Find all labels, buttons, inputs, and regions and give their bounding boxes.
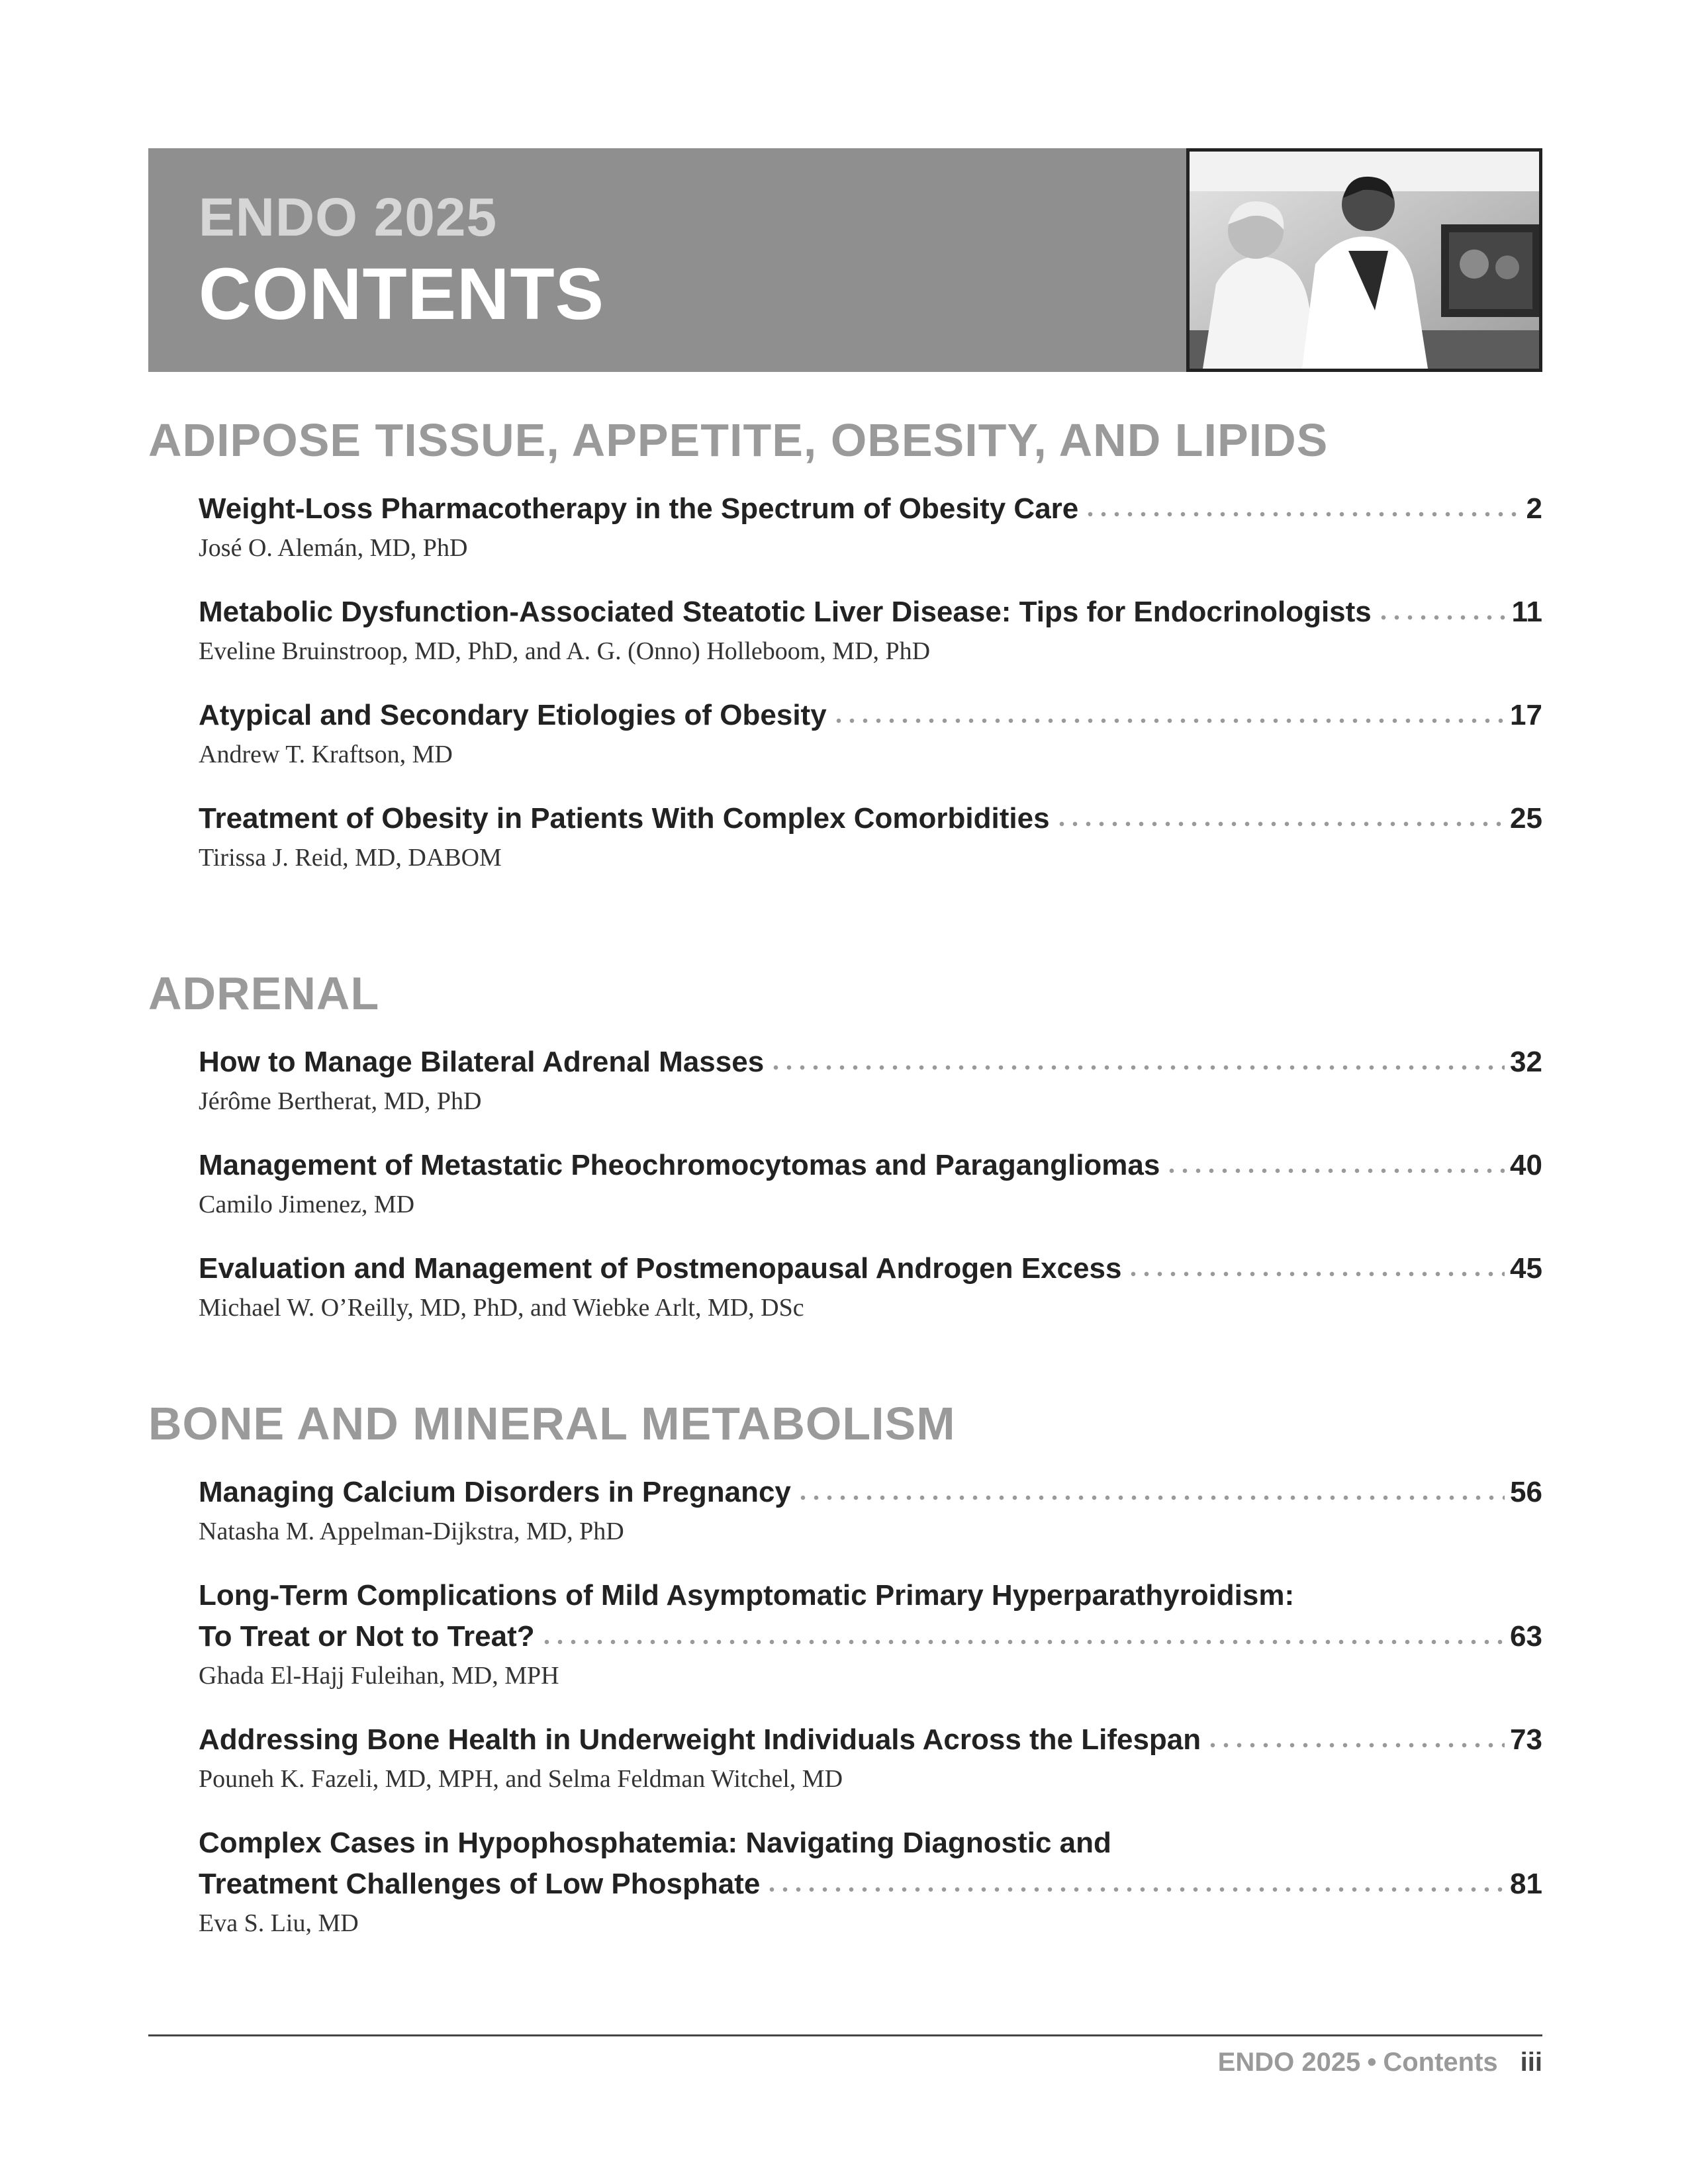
entry-title[interactable]: Evaluation and Management of Postmenopausal Androgen Excess (199, 1252, 1122, 1285)
entry-title[interactable]: Weight-Loss Pharmacotherapy in the Spectrum of Obesity Care (199, 492, 1079, 525)
entry-title-line1[interactable]: Long-Term Complications of Mild Asymptomatic Primary Hyperparathyroidism: (199, 1579, 1295, 1612)
header-label: ENDO 2025 (199, 187, 498, 248)
entry-title[interactable]: To Treat or Not to Treat? (199, 1620, 535, 1653)
toc-entry[interactable] (199, 592, 1542, 670)
entry-title[interactable]: Treatment of Obesity in Patients With Complex Comorbidities (199, 802, 1050, 835)
entry-title[interactable]: How to Manage Bilateral Adrenal Masses (199, 1046, 765, 1078)
toc-entry[interactable] (199, 798, 1542, 876)
entry-page-number[interactable]: 17 (1510, 699, 1542, 731)
entry-page-number[interactable]: 81 (1510, 1868, 1542, 1900)
header-photo (1186, 148, 1542, 372)
leader-dots (765, 1887, 1505, 1892)
entry-page-number[interactable]: 56 (1510, 1476, 1542, 1508)
toc-entry[interactable] (199, 1823, 1542, 1942)
toc-entry[interactable] (199, 1575, 1542, 1694)
entry-title[interactable]: Management of Metastatic Pheochromocytomas and Paragangliomas (199, 1149, 1160, 1181)
doctors-at-monitor-image (1190, 152, 1539, 369)
leader-dots (1206, 1743, 1505, 1748)
entry-page-number[interactable]: 32 (1510, 1046, 1542, 1078)
entry-author: Michael W. O’Reilly, MD, PhD, and Wiebke Arlt, MD, DSc (199, 1294, 804, 1322)
entry-title[interactable]: Treatment Challenges of Low Phosphate (199, 1868, 761, 1900)
entry-title-line1[interactable]: Complex Cases in Hypophosphatemia: Navigating Diagnostic and (199, 1827, 1111, 1859)
entry-author: Andrew T. Kraftson, MD (199, 741, 453, 768)
leader-dots (1084, 512, 1521, 517)
toc-entry[interactable] (199, 1042, 1542, 1120)
entry-page-number[interactable]: 2 (1526, 492, 1542, 525)
toc-entry[interactable] (199, 1472, 1542, 1550)
leader-dots (1377, 615, 1507, 620)
entry-title[interactable]: Atypical and Secondary Etiologies of Obesity (199, 699, 827, 731)
leader-dots (769, 1065, 1505, 1070)
entry-author: Tirissa J. Reid, MD, DABOM (199, 844, 502, 872)
entry-author: Eva S. Liu, MD (199, 1909, 359, 1937)
entry-author: Eveline Bruinstroop, MD, PhD, and A. G. (Onno) Holleboom, MD, PhD (199, 637, 931, 665)
entry-author: Ghada El-Hajj Fuleihan, MD, MPH (199, 1662, 559, 1690)
entry-page-number[interactable]: 40 (1510, 1149, 1542, 1181)
entry-author: Camilo Jimenez, MD (199, 1191, 415, 1218)
entry-page-number[interactable]: 45 (1510, 1252, 1542, 1285)
section-heading-adipose: ADIPOSE TISSUE, APPETITE, OBESITY, AND LIPIDS (148, 414, 1329, 466)
entry-page-number[interactable]: 73 (1510, 1723, 1542, 1756)
footer-page-number: iii (1520, 2048, 1542, 2077)
toc-entry[interactable] (199, 1248, 1542, 1326)
entry-author: Pouneh K. Fazeli, MD, MPH, and Selma Feldman Witchel, MD (199, 1765, 843, 1793)
footer-publication: ENDO 2025 (1217, 2048, 1361, 2077)
entry-page-number[interactable]: 63 (1510, 1620, 1542, 1653)
leader-dots (1127, 1271, 1505, 1277)
entry-page-number[interactable]: 11 (1511, 596, 1542, 628)
footer-section: Contents (1383, 2048, 1498, 2077)
page-title: CONTENTS (199, 253, 604, 335)
footer-rule (148, 2034, 1542, 2036)
footer (1218, 2048, 1542, 2077)
footer-separator: • (1367, 2048, 1377, 2077)
entry-author: Jérôme Bertherat, MD, PhD (199, 1087, 482, 1115)
entry-title[interactable]: Managing Calcium Disorders in Pregnancy (199, 1476, 791, 1508)
toc-entry[interactable] (199, 488, 1542, 567)
entry-author: José O. Alemán, MD, PhD (199, 534, 468, 562)
toc-entry[interactable] (199, 1719, 1542, 1797)
entry-title[interactable]: Addressing Bone Health in Underweight Individuals Across the Lifespan (199, 1723, 1201, 1756)
toc-entry[interactable] (199, 1145, 1542, 1223)
section-heading-adrenal: ADRENAL (148, 968, 380, 1019)
leader-dots (1055, 821, 1505, 827)
entry-author: Natasha M. Appelman-Dijkstra, MD, PhD (199, 1518, 624, 1545)
leader-dots (1165, 1168, 1505, 1173)
section-heading-bone: BONE AND MINERAL METABOLISM (148, 1398, 956, 1449)
entry-title[interactable]: Metabolic Dysfunction-Associated Steatotic Liver Disease: Tips for Endocrinologists (199, 596, 1372, 628)
toc-entry[interactable] (199, 695, 1542, 773)
entry-page-number[interactable]: 25 (1510, 802, 1542, 835)
leader-dots (796, 1495, 1505, 1500)
leader-dots (540, 1639, 1505, 1645)
leader-dots (832, 718, 1505, 723)
